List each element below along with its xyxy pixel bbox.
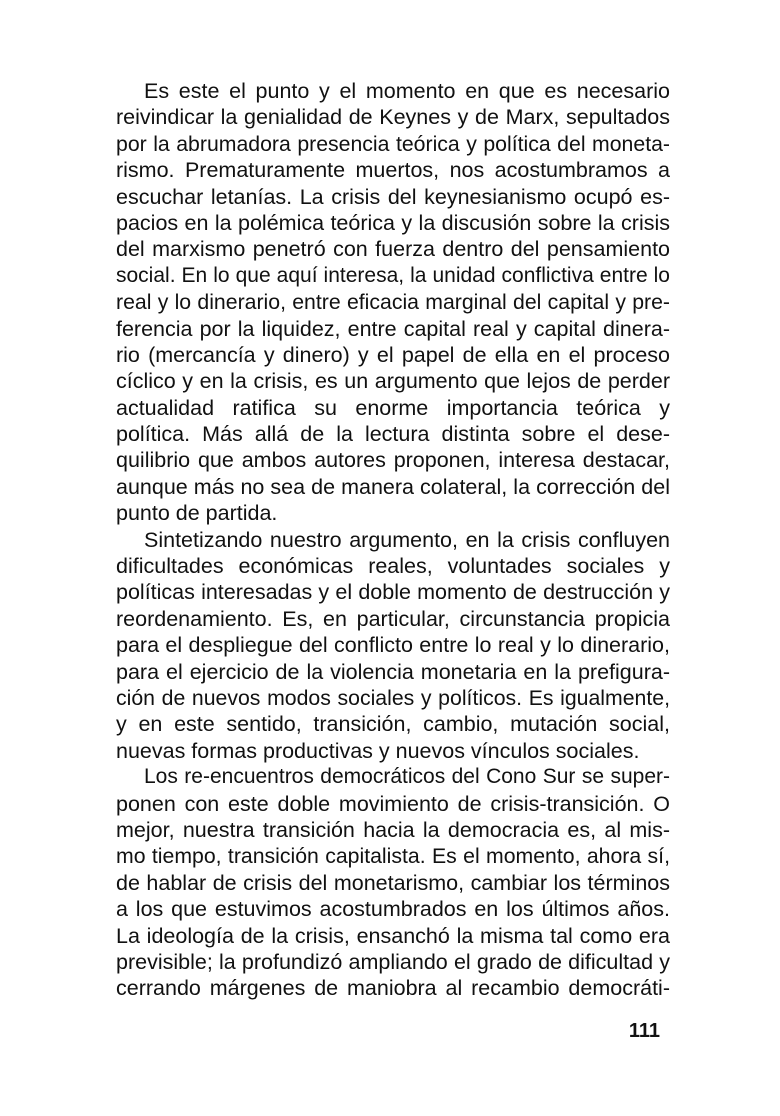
- text-line: para el despliegue del conflicto entre lo real y lo dinerario,: [116, 633, 670, 658]
- text-line: previsible; la profundizó ampliando el grado de dificultad y: [116, 949, 670, 974]
- text-line: dificultades económicas reales, voluntades sociales y: [116, 554, 670, 579]
- paragraph-3: [116, 764, 670, 1002]
- text-line: aunque más no sea de manera colateral, la corrección del: [116, 474, 670, 499]
- text-line: nuevas formas productivas y nuevos vínculos sociales.: [116, 738, 640, 763]
- text-line: para el ejercicio de la violencia monetaria en la prefigura-: [116, 659, 670, 684]
- text-line: reivindicar la genialidad de Keynes y de Marx, sepultados: [116, 105, 670, 130]
- paragraph-1: [116, 78, 670, 527]
- text-line: por la abrumadora presencia teórica y política del moneta-: [116, 131, 670, 156]
- text-line: punto de partida.: [116, 501, 278, 526]
- text-line: del marxismo penetró con fuerza dentro del pensamiento: [116, 237, 670, 262]
- text-line: La ideología de la crisis, ensanchó la misma tal como era: [116, 923, 670, 948]
- text-line: real y lo dinerario, entre eficacia marginal del capital y pre-: [116, 290, 670, 315]
- text-line: quilibrio que ambos autores proponen, interesa destacar,: [116, 448, 670, 473]
- text-line: a los que estuvimos acostumbrados en los últimos años.: [116, 897, 670, 922]
- text-line: social. En lo que aquí interesa, la unidad conflictiva entre lo: [116, 263, 670, 287]
- text-line: pacios en la polémica teórica y la discusión sobre la crisis: [116, 210, 670, 235]
- text-line: y en este sentido, transición, cambio, mutación social,: [116, 712, 670, 737]
- text-line: de hablar de crisis del monetarismo, cambiar los términos: [116, 870, 670, 895]
- text-line: Los re-encuentros democráticos del Cono Sur se super-: [144, 765, 670, 789]
- text-line: escuchar letanías. La crisis del keynesianismo ocupó es-: [116, 184, 670, 209]
- text-line: políticas interesadas y el doble momento de destrucción y: [116, 580, 670, 605]
- text-line: cíclico y en la crisis, es un argumento que lejos de perder: [116, 369, 670, 394]
- text-line: ción de nuevos modos sociales y políticos. Es igualmente,: [116, 685, 670, 710]
- text-line: ferencia por la liquidez, entre capital real y capital dinera-: [116, 316, 670, 341]
- text-line: cerrando márgenes de maniobra al recambio democráti-: [116, 976, 670, 1001]
- text-line: rio (mercancía y dinero) y el papel de ella en el proceso: [116, 342, 670, 367]
- page-number: 111: [628, 1020, 660, 1042]
- text-line: rismo. Prematuramente muertos, nos acostumbramos a: [116, 158, 670, 183]
- page-body: [116, 78, 670, 1002]
- text-line: mo tiempo, transición capitalista. Es el momento, ahora sí,: [116, 844, 670, 869]
- text-line: mejor, nuestra transición hacia la democracia es, al mis-: [116, 817, 670, 842]
- paragraph-2: [116, 527, 670, 765]
- text-line: actualidad ratifica su enorme importancia teórica y: [116, 395, 670, 420]
- text-line: Sintetizando nuestro argumento, en la crisis confluyen: [144, 527, 670, 552]
- text-line: Es este el punto y el momento en que es necesario: [144, 79, 670, 103]
- text-line: reordenamiento. Es, en particular, circunstancia propicia: [116, 606, 670, 631]
- text-line: ponen con este doble movimiento de crisis-transición. O: [116, 791, 670, 816]
- text-line: política. Más allá de la lectura distinta sobre el dese-: [116, 422, 670, 447]
